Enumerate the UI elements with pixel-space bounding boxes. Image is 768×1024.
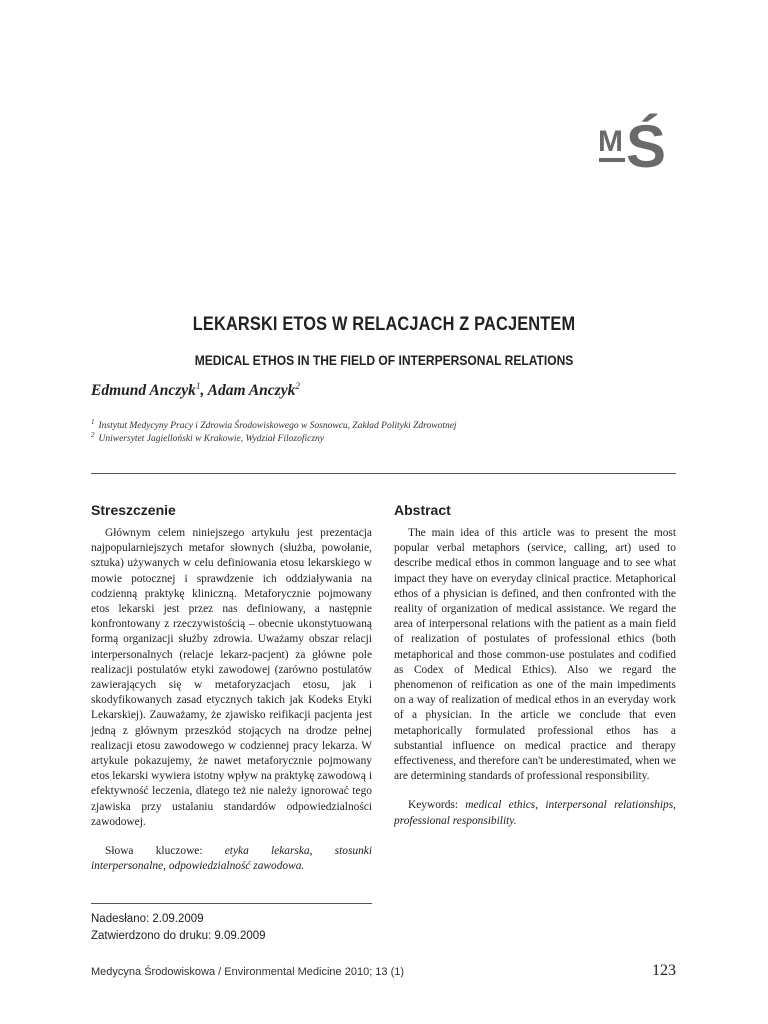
page-number: 123 xyxy=(652,962,676,979)
keywords-list: medical ethics, interpersonal relationships, professional responsibility. xyxy=(394,799,676,827)
affiliation-2 xyxy=(91,431,324,444)
accepted-date: Zatwierdzono do druku: 9.09.2009 xyxy=(91,930,266,942)
journal-logo xyxy=(598,113,678,185)
keywords-label: Słowa kluczowe: xyxy=(105,845,225,858)
affiliation-mark: 2 xyxy=(91,431,95,439)
abstract-column xyxy=(394,526,676,829)
streszczenie-body: Głównym celem niniejszego artykułu jest prezentacja najpopularniejszych metafor słownych (służba, powołanie, sztuka) używanych w celu definiowania etosu lekarskiego w mowie potocznej i sprawdzenie ich oddziaływania na codzienną praktykę kliniczną. Metaforycznie pojmowany etos lekarski jest przez nas definiowany, a następnie konfrontowany z rzeczywistością – obecnie ukonstytuowaną formą organizacji służby zdrowia. Uważamy obszar relacji interpersonalnych (relacje lekarz-pacjent) za główne pole realizacji postulatów etyki zawodowej (zarówno postulatów zawierających się w metaforyzacjach etosu, jak i skodyfikowanych zasad etycznych takich jak Kodeks Etyki Lekarskiej). Zauważamy, że zjawisko reifikacji pacjenta jest jedną z głównym przeszkód stojących na drodze pełnej realizacji etosu zawodowego w codziennej pracy lekarza. W artykule pokazujemy, że nawet metaforycznie pojmowany etos lekarski wywiera istotny wpływ na praktykę zawodową i efektywność leczenia, dlatego też nie należy ignorować tego zjawiska przy ustalaniu standardów odpowiedzialności zawodowej. xyxy=(91,527,372,828)
author-separator: , xyxy=(200,382,208,400)
streszczenie-heading: Streszczenie xyxy=(91,502,176,518)
logo-letter-s: Ś xyxy=(626,113,667,180)
author-name: Edmund Anczyk xyxy=(91,382,196,400)
article-subtitle: MEDICAL ETHOS IN THE FIELD OF INTERPERSONAL RELATIONS xyxy=(194,352,574,368)
streszczenie-column xyxy=(91,526,372,874)
header-divider xyxy=(91,473,676,474)
footnote-divider xyxy=(91,903,372,904)
abstract-heading: Abstract xyxy=(394,502,451,518)
author-affiliation-mark: 1 xyxy=(195,381,201,391)
journal-citation: Medycyna Środowiskowa / Environmental Medicine 2010; 13 (1) xyxy=(91,966,405,978)
streszczenie-keywords xyxy=(91,844,372,874)
affiliation-mark: 1 xyxy=(91,418,95,426)
author-name: Adam Anczyk xyxy=(207,382,296,400)
article-title: LEKARSKI ETOS W RELACJACH Z PACJENTEM xyxy=(192,314,576,335)
abstract-keywords xyxy=(394,798,676,828)
abstract-body: The main idea of this article was to present the most popular verbal metaphors (service, calling, art) used to describe medical ethos in common language and to see what impact they have on everyday clinical practice. Metaphorical ethos of a physician is defined, and then confronted with the reality of organization of medical assistance. We regard the area of interpersonal relations with the patient as a main field of realization of postulates of professional ethics (both metaphorical and those common-use postulates and codified as Codex of Medical Ethics). Also we regard the phenomenon of reification as one of the main impediments on a way of realization of medical ethos in an everyday work of a physician. In the article we conclude that even metaphorically formulated professional ethos has a substantial influence on medical practice and therapy effectiveness, and therefore can't be underestimated, when we are determining standards of professional responsibility. xyxy=(394,527,676,783)
logo-letter-m: M xyxy=(598,125,622,158)
affiliation-1 xyxy=(91,418,457,431)
keywords-list: etyka lekarska, stosunki interpersonalne, odpowiedzialność zawodowa. xyxy=(91,845,373,873)
author-affiliation-mark: 2 xyxy=(295,381,300,391)
logo-underline xyxy=(599,158,625,162)
received-date: Nadesłano: 2.09.2009 xyxy=(91,913,204,925)
author-list xyxy=(91,381,300,400)
affiliation-text: Instytut Medycyny Pracy i Zdrowia Środowiskowego w Sosnowcu, Zakład Polityki Zdrowotnej xyxy=(98,421,457,432)
affiliation-text: Uniwersytet Jagielloński w Krakowie, Wydział Filozoficzny xyxy=(98,434,325,445)
keywords-label: Keywords: xyxy=(408,799,466,812)
